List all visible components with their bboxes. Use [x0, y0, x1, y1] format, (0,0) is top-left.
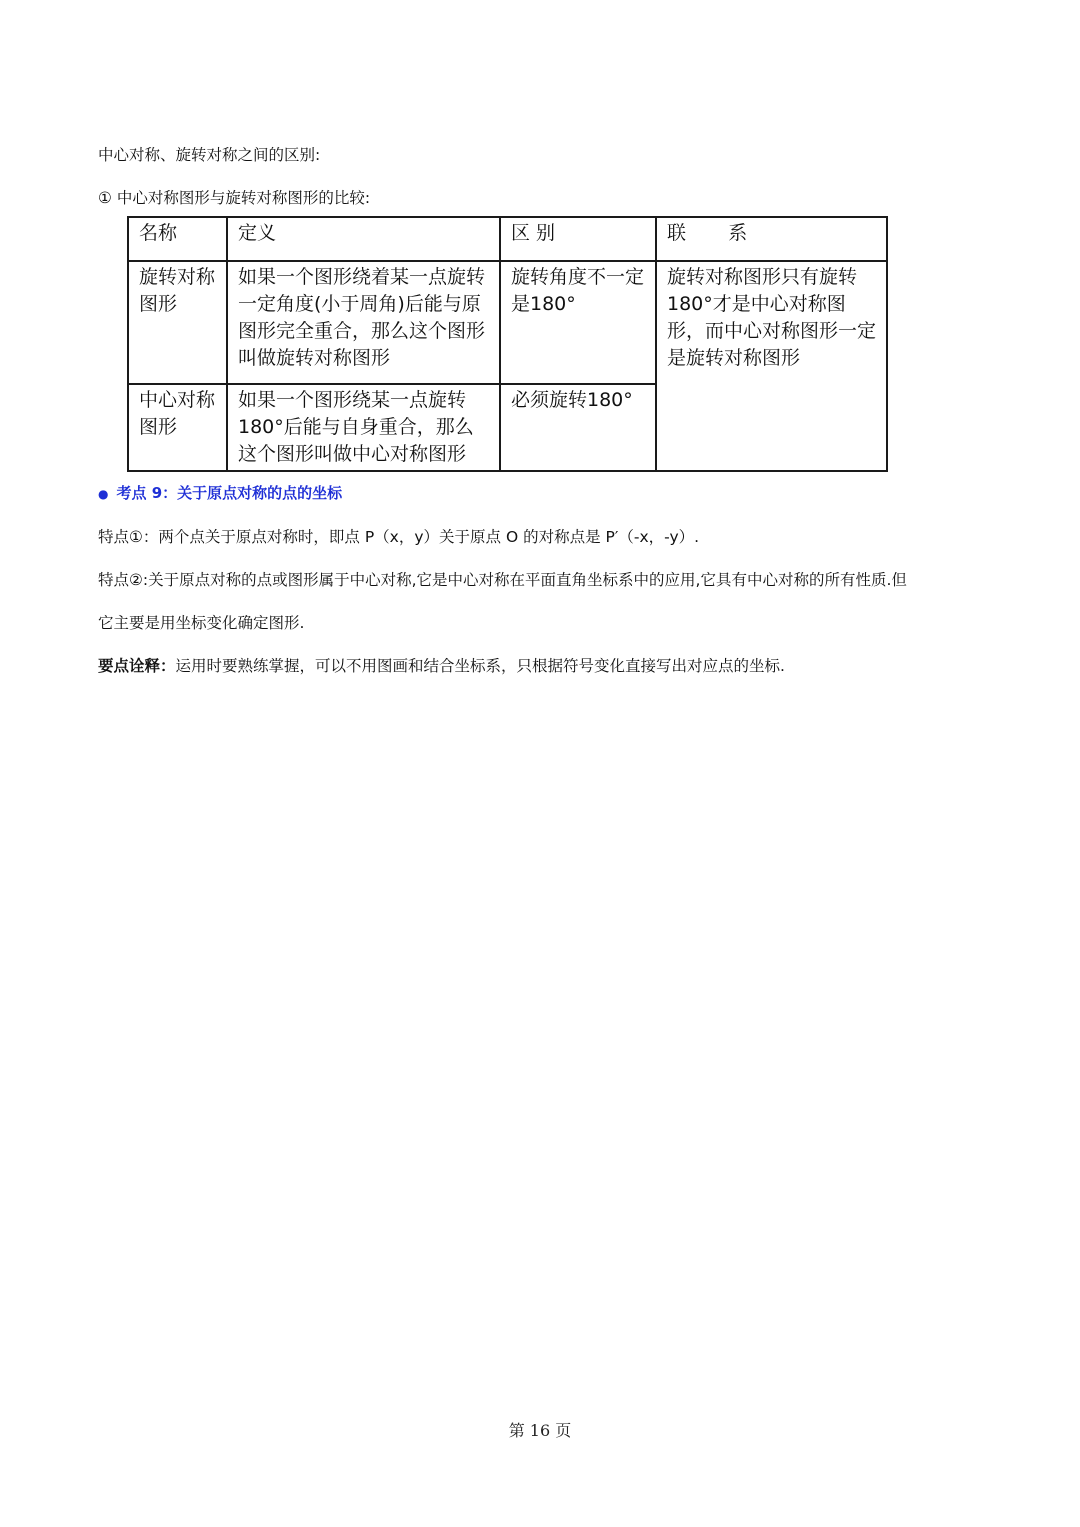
key-note — [98, 654, 785, 676]
table-row — [128, 261, 887, 384]
row-difference: 旋转角度不一定是180° — [500, 261, 656, 384]
feature-2-line-2: 它主要是用坐标变化确定图形. — [98, 614, 305, 632]
kaodian-heading — [98, 482, 342, 503]
row-name: 旋转对称图形 — [128, 261, 227, 384]
comparison-table — [127, 216, 888, 472]
note-label: 要点诠释： — [98, 657, 176, 675]
relation-cell: 旋转对称图形只有旋转180°才是中心对称图形，而中心对称图形一定是旋转对称图形 — [656, 261, 887, 471]
section-heading: 中心对称、旋转对称之间的区别: — [98, 146, 321, 164]
header-definition: 定义 — [227, 217, 500, 261]
header-name: 名称 — [128, 217, 227, 261]
kaodian-title: 考点 9：关于原点对称的点的坐标 — [116, 484, 343, 502]
header-relation: 联 系 — [656, 217, 887, 261]
row-difference: 必须旋转180° — [500, 384, 656, 471]
header-difference: 区 别 — [500, 217, 656, 261]
feature-1: 特点①：两个点关于原点对称时，即点 P（x，y）关于原点 O 的对称点是 P′（-x，-y）. — [98, 528, 700, 546]
feature-2-line-1: 特点②:关于原点对称的点或图形属于中心对称,它是中心对称在平面直角坐标系中的应用,它具有中心对称的所有性质.但 — [98, 571, 907, 589]
bullet-icon: ● — [98, 487, 109, 501]
row-definition: 如果一个图形绕某一点旋转180°后能与自身重合，那么这个图形叫做中心对称图形 — [227, 384, 500, 471]
note-text: 运用时要熟练掌握，可以不用图画和结合坐标系，只根据符号变化直接写出对应点的坐标. — [175, 657, 785, 675]
row-definition: 如果一个图形绕着某一点旋转一定角度(小于周角)后能与原图形完全重合，那么这个图形叫做旋转对称图形 — [227, 261, 500, 384]
page-number: 第 16 页 — [508, 1421, 572, 1440]
compare-title: ① 中心对称图形与旋转对称图形的比较: — [98, 189, 371, 207]
row-name: 中心对称图形 — [128, 384, 227, 471]
table-header-row — [128, 217, 887, 261]
